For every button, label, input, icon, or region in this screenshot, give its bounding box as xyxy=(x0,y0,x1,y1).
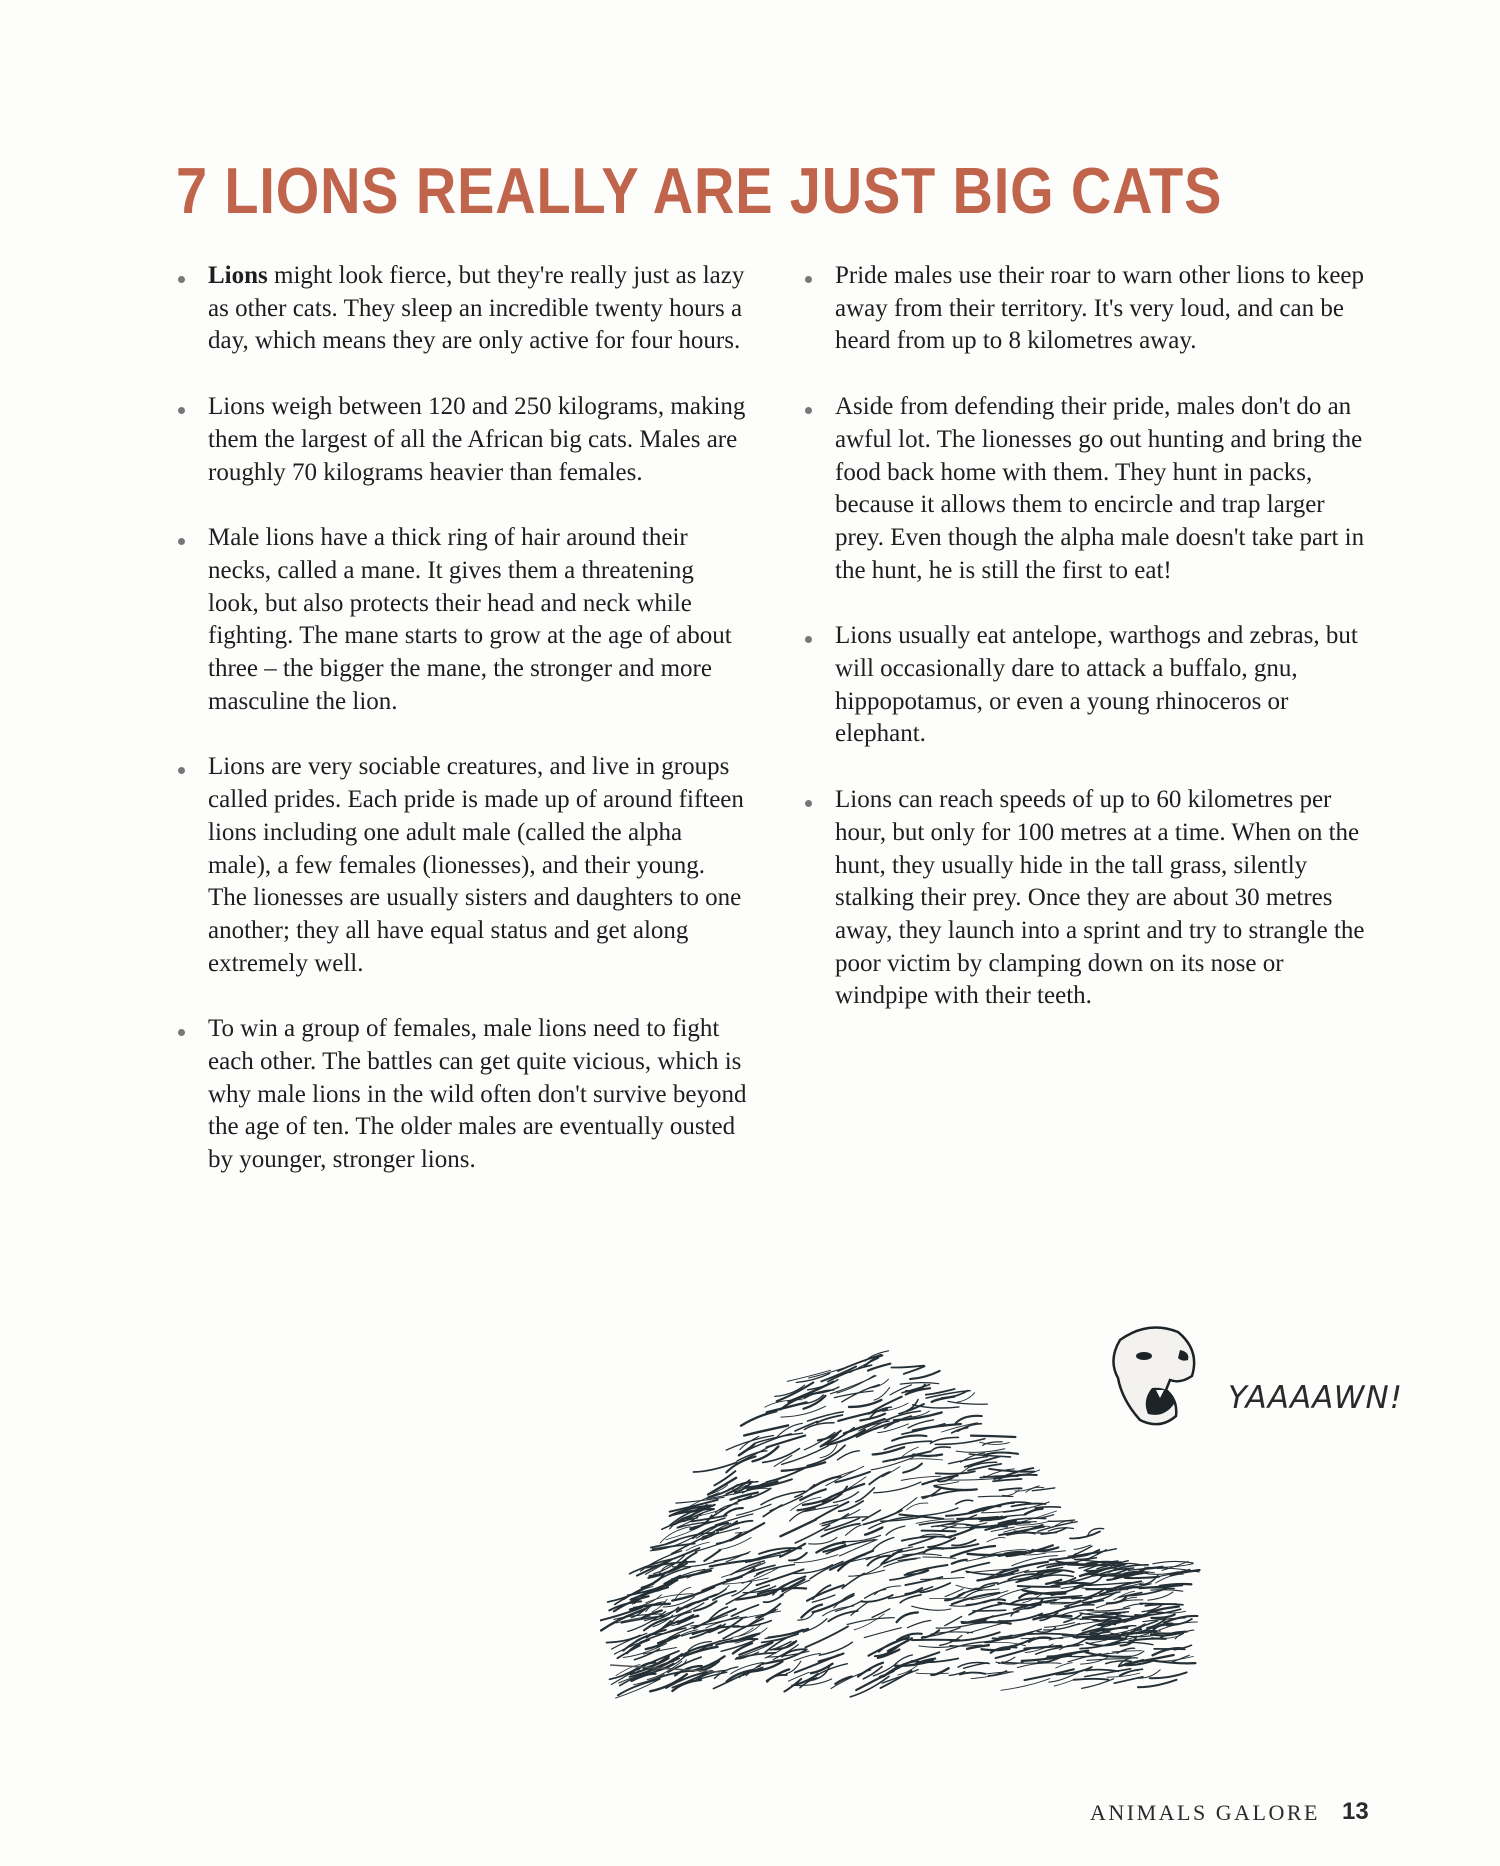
fur-stroke xyxy=(948,1401,987,1404)
fur-stroke xyxy=(882,1670,918,1684)
fur-stroke xyxy=(1125,1577,1160,1578)
fur-stroke xyxy=(907,1503,928,1510)
fur-stroke xyxy=(1082,1679,1114,1689)
fur-stroke xyxy=(704,1550,720,1561)
fur-stroke xyxy=(767,1436,806,1448)
fur-stroke xyxy=(891,1366,924,1368)
list-item xyxy=(835,260,1375,358)
fur-stroke xyxy=(821,1367,856,1382)
fur-stroke xyxy=(714,1471,735,1485)
fur-stroke xyxy=(952,1560,967,1564)
yawn-caption: YAAAAWN! xyxy=(1228,1380,1404,1416)
fur-stroke xyxy=(1087,1639,1125,1640)
fur-stroke xyxy=(1018,1586,1060,1587)
fur-stroke xyxy=(936,1471,975,1473)
fur-stroke xyxy=(819,1642,852,1655)
fur-stroke xyxy=(732,1582,752,1596)
footer-book-title: ANIMALS GALORE xyxy=(1090,1800,1320,1825)
fur-stroke xyxy=(723,1619,763,1639)
fur-stroke xyxy=(1010,1638,1034,1646)
fur-stroke xyxy=(780,1519,816,1536)
fur-stroke xyxy=(804,1423,834,1430)
fur-stroke xyxy=(864,1628,901,1638)
fur-stroke xyxy=(741,1411,776,1426)
fur-stroke xyxy=(717,1533,741,1544)
fur-stroke xyxy=(892,1435,926,1440)
list-item xyxy=(835,620,1375,751)
fur-stroke xyxy=(932,1447,950,1450)
fur-stroke xyxy=(874,1482,921,1493)
fur-stroke xyxy=(1145,1564,1193,1568)
fur-stroke xyxy=(983,1442,1003,1446)
fur-stroke xyxy=(960,1673,986,1675)
fur-stroke xyxy=(1074,1679,1109,1680)
fur-stroke xyxy=(837,1451,859,1460)
fur-stroke xyxy=(616,1679,660,1698)
list-item xyxy=(208,522,748,718)
fur-stroke xyxy=(956,1416,982,1423)
list-item xyxy=(208,751,748,980)
fur-stroke xyxy=(919,1646,954,1648)
list-item-text: might look fierce, but they're really just as lazy as other cats. They sleep an incredible twenty hours a day, which means they are only active for four hours. xyxy=(208,262,745,355)
fur-stroke xyxy=(1128,1588,1174,1589)
fur-stroke xyxy=(971,1591,1008,1600)
fur-stroke xyxy=(1124,1604,1143,1608)
fur-stroke xyxy=(930,1437,958,1443)
fur-stroke xyxy=(1035,1507,1060,1508)
list-item xyxy=(835,784,1375,1013)
fur-stroke xyxy=(934,1482,959,1486)
fur-stroke xyxy=(849,1400,881,1407)
fur-stroke xyxy=(984,1599,1005,1602)
fur-stroke xyxy=(958,1663,989,1668)
fur-stroke xyxy=(922,1531,956,1532)
page-number: 13 xyxy=(1342,1798,1369,1825)
fur-stroke xyxy=(789,1553,807,1561)
list-item-text: Pride males use their roar to warn other lions to keep away from their territory. It's very loud, and can be heard from up to 8 kilometres away. xyxy=(835,262,1365,355)
fur-stroke xyxy=(813,1595,854,1612)
fur-stroke xyxy=(1112,1651,1142,1652)
fur-stroke xyxy=(1000,1488,1022,1490)
fur-stroke xyxy=(1156,1574,1184,1583)
fur-stroke xyxy=(966,1602,985,1606)
list-item-text: Lions weigh between 120 and 250 kilograms, making them the largest of all the African big cats. Males are roughly 70 kilograms heavier than females. xyxy=(208,393,746,486)
fur-stroke xyxy=(907,1565,948,1574)
bold-term: Lions xyxy=(208,262,268,289)
fur-stroke xyxy=(930,1598,964,1599)
fur-stroke xyxy=(905,1577,942,1585)
fur-stroke xyxy=(971,1436,1015,1437)
fur-stroke xyxy=(907,1621,930,1628)
fur-stroke xyxy=(875,1586,901,1595)
fur-stroke xyxy=(1070,1532,1100,1539)
list-item xyxy=(208,1013,748,1177)
fur-stroke xyxy=(910,1459,943,1460)
fur-stroke xyxy=(902,1424,945,1434)
fur-stroke xyxy=(865,1528,882,1535)
left-column xyxy=(208,260,748,1210)
fur-stroke xyxy=(949,1479,995,1481)
fur-stroke xyxy=(693,1462,736,1472)
list-item-text: Lions can reach speeds of up to 60 kilometres per hour, but only for 100 metres at a time. When on the hunt, they usually hide in the tall grass, silently stalking their prey. Once they are about 30 metres away, they launch into a sprint and try to strangle the poor victim by clamping down on its nose or windpipe with their teeth. xyxy=(835,786,1365,1010)
fur-stroke xyxy=(975,1622,1011,1623)
fur-stroke xyxy=(780,1544,805,1557)
fur-stroke xyxy=(1138,1680,1177,1687)
fur-stroke xyxy=(856,1488,875,1502)
fur-stroke xyxy=(737,1504,772,1515)
fur-stroke xyxy=(987,1537,1005,1541)
list-item xyxy=(208,260,748,358)
fur-stroke xyxy=(847,1618,894,1625)
fur-stroke xyxy=(920,1583,950,1592)
fur-stroke xyxy=(993,1479,1022,1481)
right-column xyxy=(835,260,1375,1046)
fur-stroke xyxy=(928,1538,955,1547)
fur-stroke xyxy=(658,1635,680,1643)
fur-stroke xyxy=(795,1421,818,1431)
fur-stroke xyxy=(882,1467,900,1477)
fur-stroke xyxy=(851,1602,868,1615)
fur-stroke xyxy=(910,1371,940,1379)
fur-stroke xyxy=(912,1606,951,1610)
fur-stroke xyxy=(884,1441,931,1449)
fur-stroke xyxy=(978,1496,1013,1497)
lion-eye xyxy=(1136,1352,1152,1360)
fur-stroke xyxy=(956,1500,973,1504)
fur-stroke xyxy=(1032,1488,1055,1491)
fur-stroke xyxy=(742,1568,778,1584)
fur-stroke xyxy=(900,1383,939,1385)
page-title: 7 LIONS REALLY ARE JUST BIG CATS xyxy=(176,154,1223,227)
fur-stroke xyxy=(809,1537,837,1544)
fur-stroke xyxy=(743,1586,776,1593)
fur-stroke xyxy=(828,1365,872,1381)
fur-stroke xyxy=(951,1467,969,1476)
fur-stroke xyxy=(869,1517,913,1529)
fur-stroke xyxy=(618,1679,660,1695)
fur-stroke xyxy=(874,1388,890,1401)
fur-stroke xyxy=(969,1604,1002,1615)
list-item xyxy=(208,391,748,489)
fur-stroke xyxy=(945,1617,962,1626)
fur-stroke xyxy=(903,1464,922,1473)
fur-stroke xyxy=(835,1677,852,1684)
fur-stroke xyxy=(744,1425,788,1435)
fur-stroke xyxy=(862,1510,880,1521)
fur-stroke xyxy=(1025,1509,1043,1515)
fur-stroke xyxy=(1128,1589,1167,1596)
fur-stroke xyxy=(886,1526,905,1535)
list-item xyxy=(835,391,1375,587)
fur-stroke xyxy=(1019,1593,1037,1598)
yawning-lion-illustration xyxy=(600,1280,1280,1760)
fur-stroke xyxy=(916,1673,948,1674)
list-item-text: Aside from defending their pride, males don't do an awful lot. The lionesses go out hunting and bring the food back home with them. They hunt in packs, because it allows them to encircle and trap larger prey. Even though the alpha male doesn't take part in the hunt, he is still the first to eat! xyxy=(835,393,1365,584)
fur-stroke xyxy=(935,1486,977,1490)
list-item-text: Lions usually eat antelope, warthogs and zebras, but will occasionally dare to attack a buffalo, gnu, hippopotamus, or even a young rhinoceros or elephant. xyxy=(835,622,1358,748)
fur-stroke xyxy=(931,1668,948,1675)
list-item-text: To win a group of females, male lions need to fight each other. The battles can get quite vicious, which is why male lions in the wild often don't survive beyond the age of ten. The older males are eventually ousted by younger, stronger lions. xyxy=(208,1015,747,1174)
list-item-text: Male lions have a thick ring of hair around their necks, called a mane. It gives them a threatening look, but also protects their head and neck while fighting. The mane starts to grow at the age of about three – the bigger the mane, the stronger and more masculine the lion. xyxy=(208,524,732,715)
fur-stroke xyxy=(949,1528,975,1537)
fur-stroke xyxy=(1054,1679,1075,1686)
lion-mane-fur xyxy=(600,1351,1199,1698)
fur-stroke xyxy=(1153,1561,1193,1563)
fur-stroke xyxy=(897,1612,918,1622)
fur-stroke xyxy=(731,1605,758,1617)
fur-stroke xyxy=(924,1548,944,1552)
list-item-text: Lions are very sociable creatures, and live in groups called prides. Each pride is made up of around fifteen lions including one adult male (called the alpha male), a few females (lionesses), and their young. The lionesses are usually sisters and daughters to one another; they all have equal status and get along extremely well. xyxy=(208,753,744,977)
fur-stroke xyxy=(756,1604,780,1618)
